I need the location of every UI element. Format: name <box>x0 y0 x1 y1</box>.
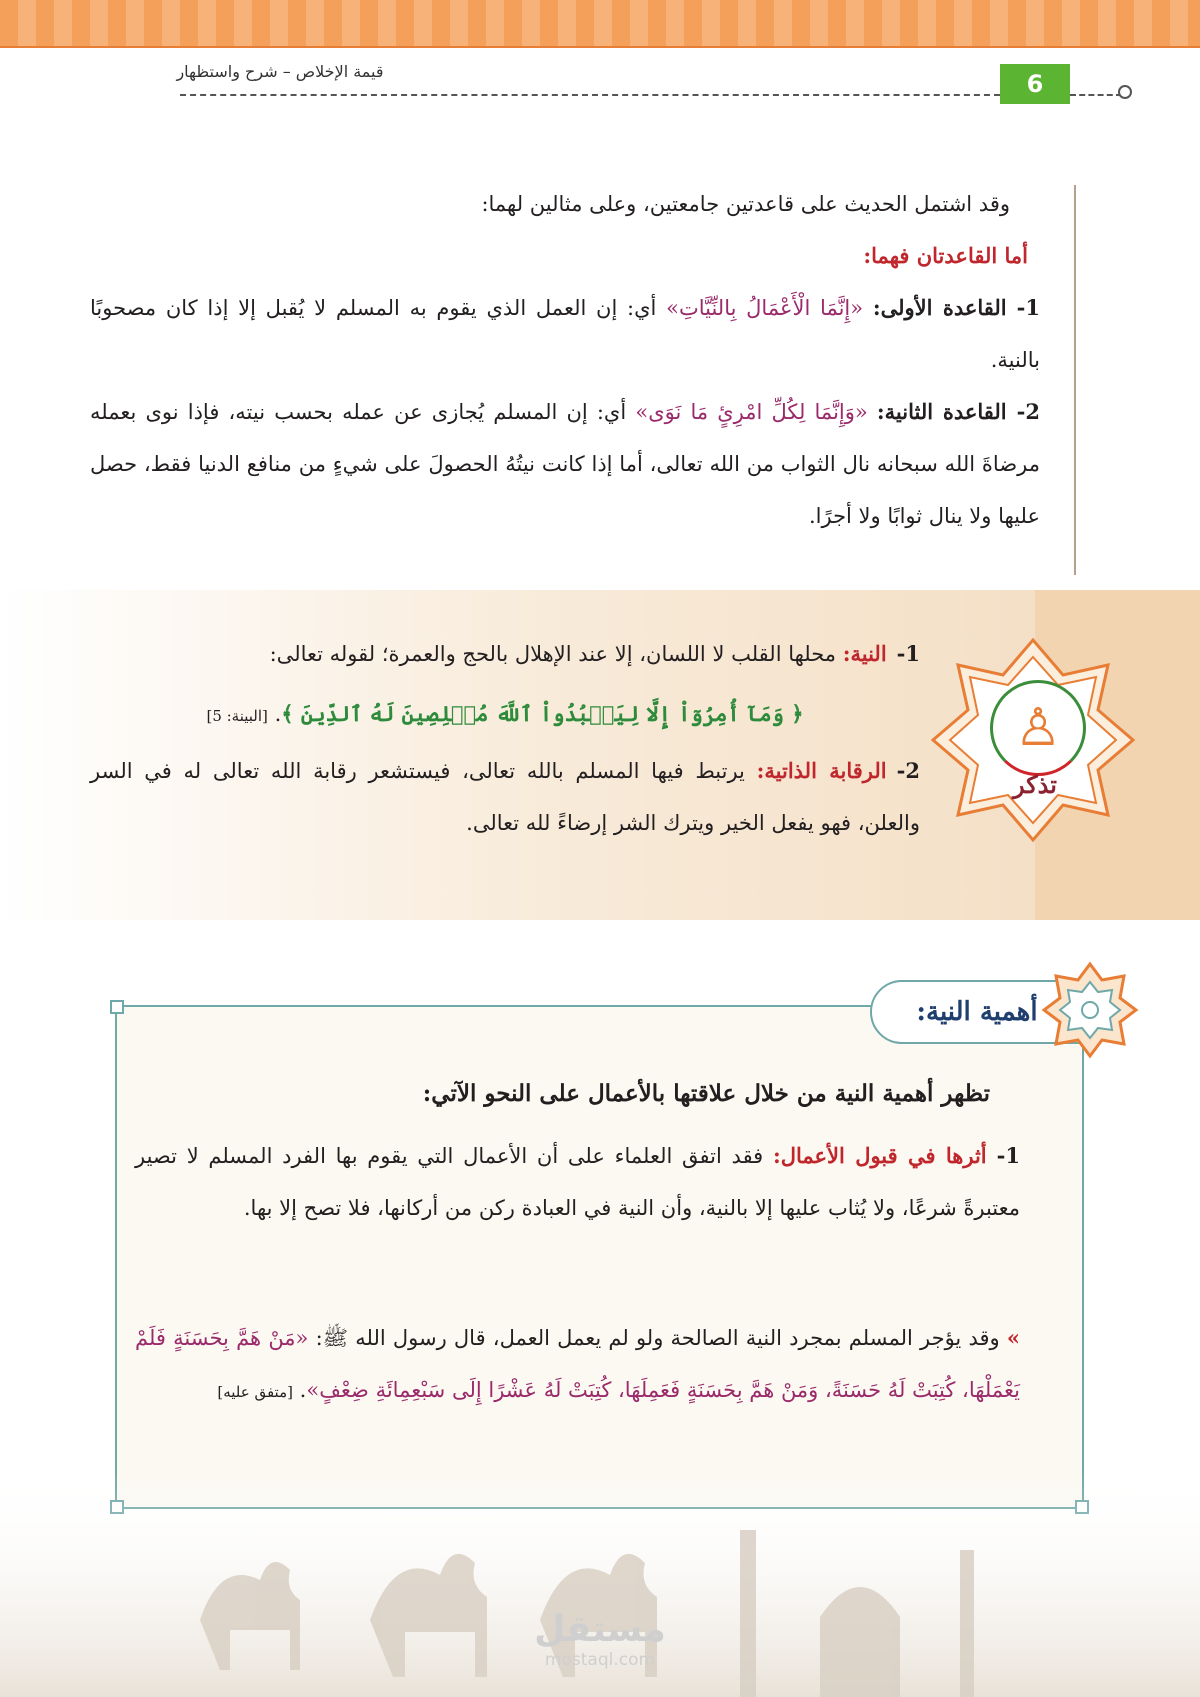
quran-verse-line <box>90 688 920 742</box>
rule-text: أي: إن المسلم يُجازى عن عمله بحسب نيته، فإذا نوى بعمله مرضاةَ الله سبحانه نال الثواب من الله تعالى، أما إذا كانت نيتُهُ الحصولَ على شيءٍ من منافع الدنيا فقط، حصل عليها ولا ينال ثوابًا ولا أجرًا. <box>90 400 1040 528</box>
note-text: وقد يؤجر المسلم بمجرد النية الصالحة ولو لم يعمل العمل، قال رسول الله ﷺ: <box>315 1326 1000 1350</box>
importance-title: أهمية النية: <box>870 980 1084 1044</box>
remember-term: النية: <box>842 641 887 666</box>
decorative-top-strip <box>0 0 1200 48</box>
header-divider-end <box>1070 94 1122 96</box>
watermark-latin: mostaql.com <box>544 1650 656 1670</box>
remember-term: الرقابة الذاتية: <box>756 758 887 783</box>
rule-number: 1- <box>1016 295 1040 320</box>
note-hadith: «مَنْ هَمَّ بِحَسَنَةٍ فَلَمْ يَعْمَلْهَا، كُتِبَتْ لَهُ حَسَنَةً، وَمَنْ هَمَّ بِحَسَنَةٍ فَعَمِلَهَا، كُتِبَتْ لَهُ عَشْرًا إِلَى سَبْعِمِائَةِ ضِعْفٍ» <box>135 1326 1020 1402</box>
note-bullet: » <box>1006 1325 1021 1350</box>
importance-number: 1- <box>996 1143 1020 1168</box>
quran-verse: ﴿ وَمَآ أُمِرُوٓاْ إِلَّا لِيَعۡبُدُواْ ٱللَّهَ مُخۡلِصِينَ لَهُ ٱلدِّينَ ﴾ <box>281 701 804 726</box>
remember-number: 2- <box>896 758 920 783</box>
importance-item-1 <box>135 1130 1020 1234</box>
remember-item-1 <box>90 628 920 680</box>
note-period: . <box>299 1378 307 1402</box>
person-icon: ♙ <box>990 680 1086 776</box>
watermark-arabic: مستقل <box>534 1609 666 1650</box>
rule-hadith: «إِنَّمَا الْأَعْمَالُ بِالنِّيَّاتِ» <box>666 296 864 320</box>
page-number: 6 <box>1000 64 1070 104</box>
rules-heading: أما القاعدتان فهما: <box>863 243 1028 268</box>
header-divider <box>180 94 1000 96</box>
rule-item-2 <box>90 386 1040 542</box>
remember-label: تذكر <box>1013 770 1057 799</box>
running-header-title: قيمة الإخلاص – شرح واستظهار <box>176 62 384 81</box>
remember-text: يرتبط فيها المسلم بالله تعالى، فيستشعر رقابة الله تعالى له في السر والعلن، فهو يفعل الخير ويترك الشر إرضاءً لله تعالى. <box>90 759 920 835</box>
box-corner <box>110 1000 124 1014</box>
section-vertical-rule <box>1074 185 1076 575</box>
rule-item-1 <box>90 282 1040 386</box>
rule-label: القاعدة الأولى: <box>872 295 1007 320</box>
header-divider-dot <box>1118 85 1132 99</box>
rule-label: القاعدة الثانية: <box>876 399 1007 424</box>
importance-note <box>135 1312 1020 1418</box>
mostaql-watermark <box>470 1610 730 1670</box>
rule-hadith: «وَإِنَّمَا لِكُلِّ امْرِئٍ مَا نَوَى» <box>635 400 868 424</box>
importance-lead: تظهر أهمية النية من خلال علاقتها بالأعمال على النحو الآتي: <box>422 1080 990 1107</box>
note-source: [متفق عليه] <box>217 1383 293 1401</box>
rule-text: أي: إن العمل الذي يقوم به المسلم لا يُقبل إلا إذا كان مصحوبًا بالنية. <box>90 296 1040 372</box>
remember-text: محلها القلب لا اللسان، إلا عند الإهلال بالحج والعمرة؛ لقوله تعالى: <box>269 642 837 666</box>
verse-source: [البينة: 5] <box>206 707 268 725</box>
remember-item-2 <box>90 745 920 849</box>
verse-period: . <box>274 702 282 726</box>
importance-text: فقد اتفق العلماء على أن الأعمال التي يقوم بها الفرد المسلم لا تصير معتبرةً شرعًا، ولا يُثاب عليها إلا بالنية، وأن النية في العبادة ركن من أركانها، فلا تصح إلا بها. <box>135 1144 1020 1220</box>
intro-text: وقد اشتمل الحديث على قاعدتين جامعتين، وعلى مثالين لهما: <box>481 192 1010 216</box>
importance-term: أثرها في قبول الأعمال: <box>772 1143 987 1168</box>
importance-star-icon <box>1040 960 1140 1060</box>
remember-number: 1- <box>896 641 920 666</box>
rule-number: 2- <box>1016 399 1040 424</box>
